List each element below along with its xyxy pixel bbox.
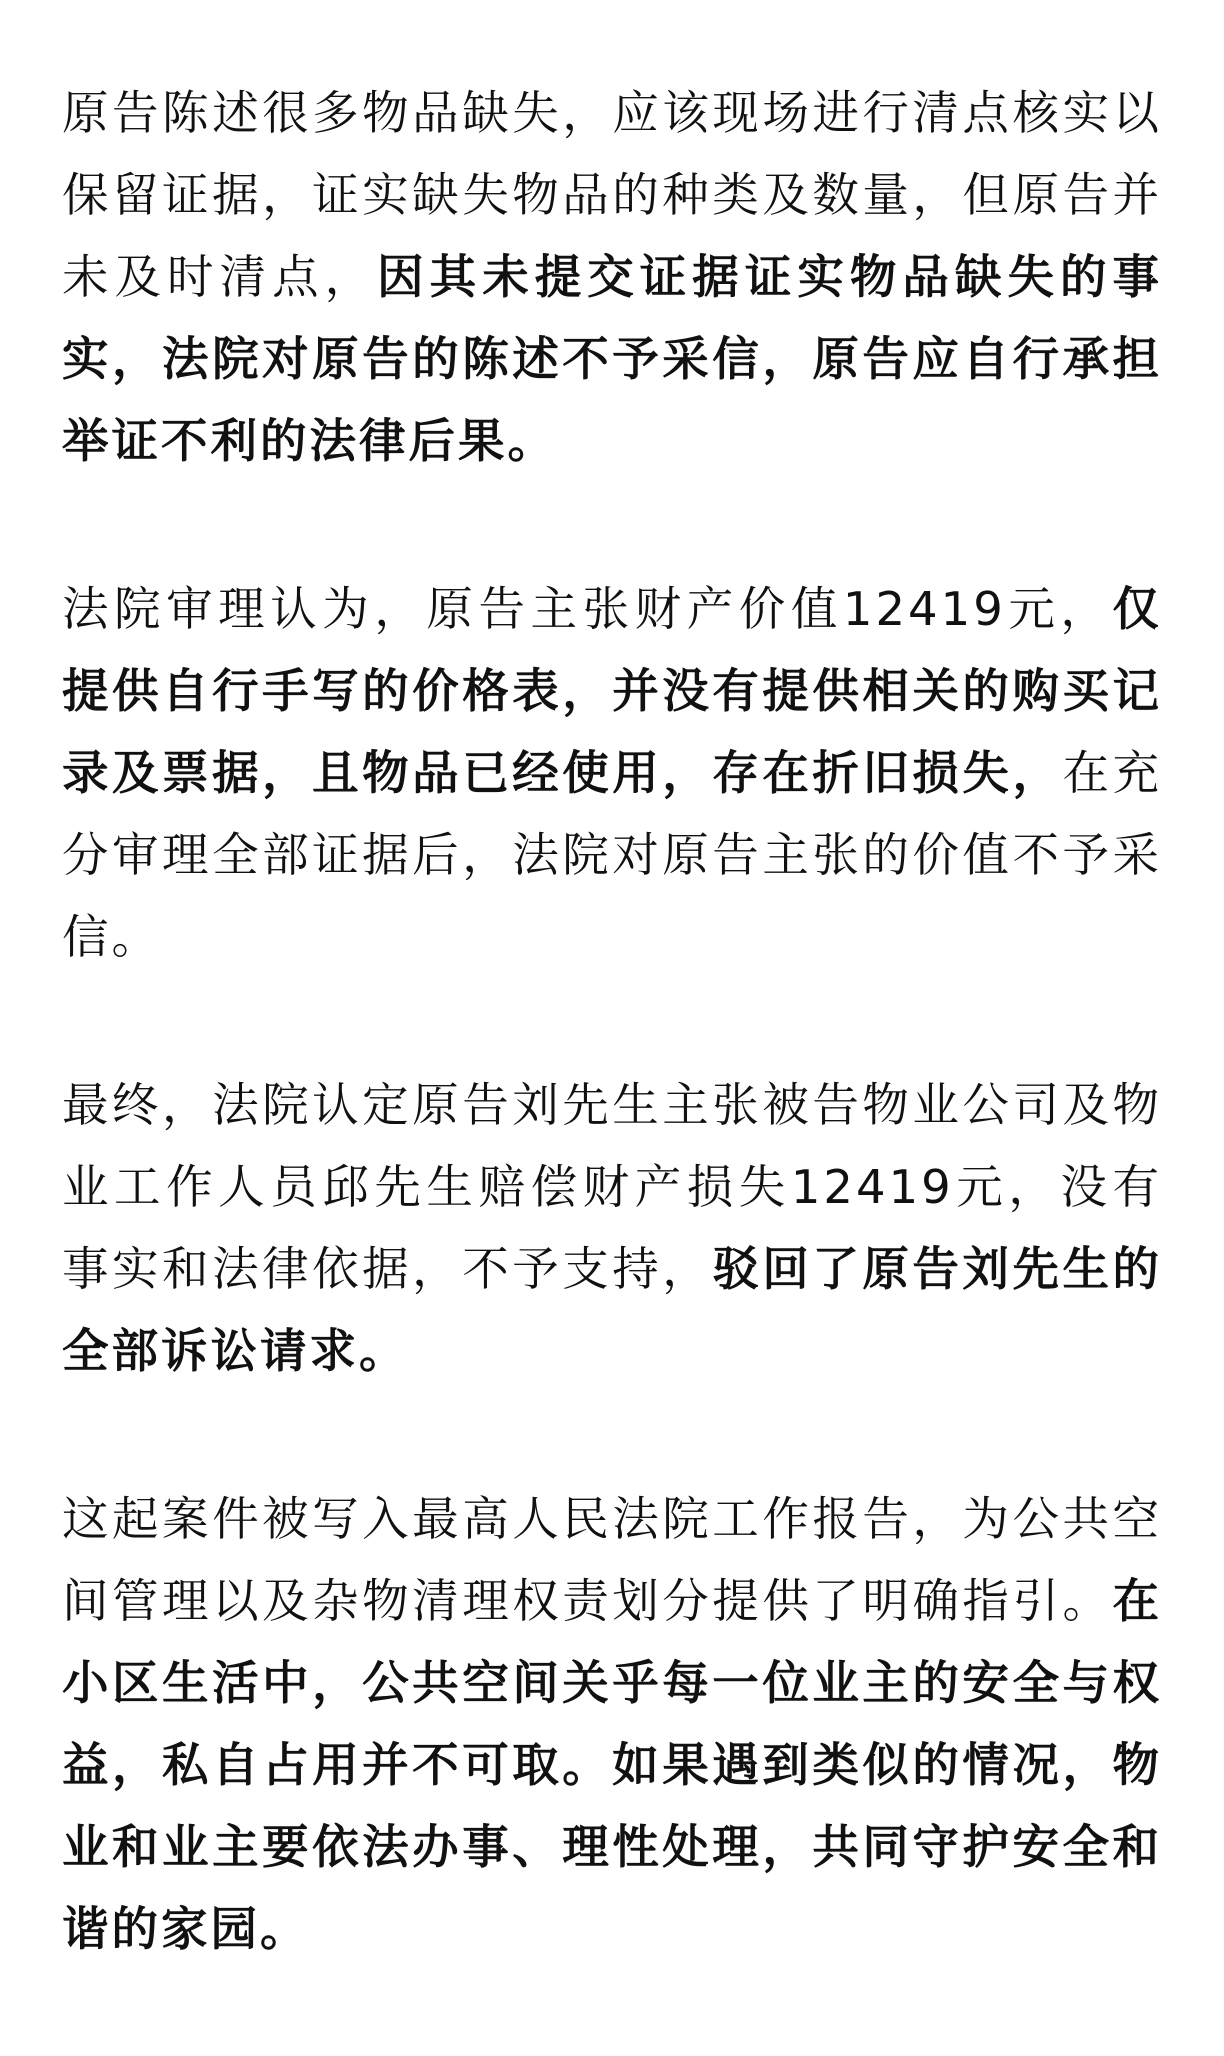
paragraph-1 bbox=[62, 72, 1162, 482]
paragraph-1-text: 原告陈述很多物品缺失，应该现场进行清点核实以保留证据，证实缺失物品的种类及数量，但原告并未及时清点， bbox=[62, 86, 1162, 304]
paragraph-2-bold-text: 仅提供自行手写的价格表，并没有提供相关的购买记录及票据，且物品已经使用，存在折旧损失， bbox=[62, 582, 1162, 800]
paragraph-2-text-end: 在充分审理全部证据后，法院对原告主张的价值不予采信。 bbox=[62, 746, 1163, 964]
paragraph-3-text: 最终，法院认定原告刘先生主张被告物业公司及物业工作人员邱先生赔偿财产损失12419元，没有事实和法律依据，不予支持， bbox=[62, 1078, 1162, 1296]
paragraph-3-bold-text: 驳回了原告刘先生的全部诉讼请求。 bbox=[62, 1242, 1163, 1378]
paragraph-2-text-start: 法院审理认为，原告主张财产价值12419元， bbox=[62, 582, 1113, 636]
paragraph-2 bbox=[62, 568, 1162, 978]
paragraph-1-bold-text: 因其未提交证据证实物品缺失的事实，法院对原告的陈述不予采信，原告应自行承担举证不利的法律后果。 bbox=[62, 250, 1163, 468]
paragraph-4 bbox=[62, 1478, 1162, 1970]
paragraph-4-bold-text: 在小区生活中，公共空间关乎每一位业主的安全与权益，私自占用并不可取。如果遇到类似的情况，物业和业主要依法办事、理性处理，共同守护安全和谐的家园。 bbox=[62, 1574, 1162, 1956]
paragraph-3 bbox=[62, 1064, 1162, 1392]
paragraph-4-text: 这起案件被写入最高人民法院工作报告，为公共空间管理以及杂物清理权责划分提供了明确指引。 bbox=[62, 1492, 1162, 1628]
